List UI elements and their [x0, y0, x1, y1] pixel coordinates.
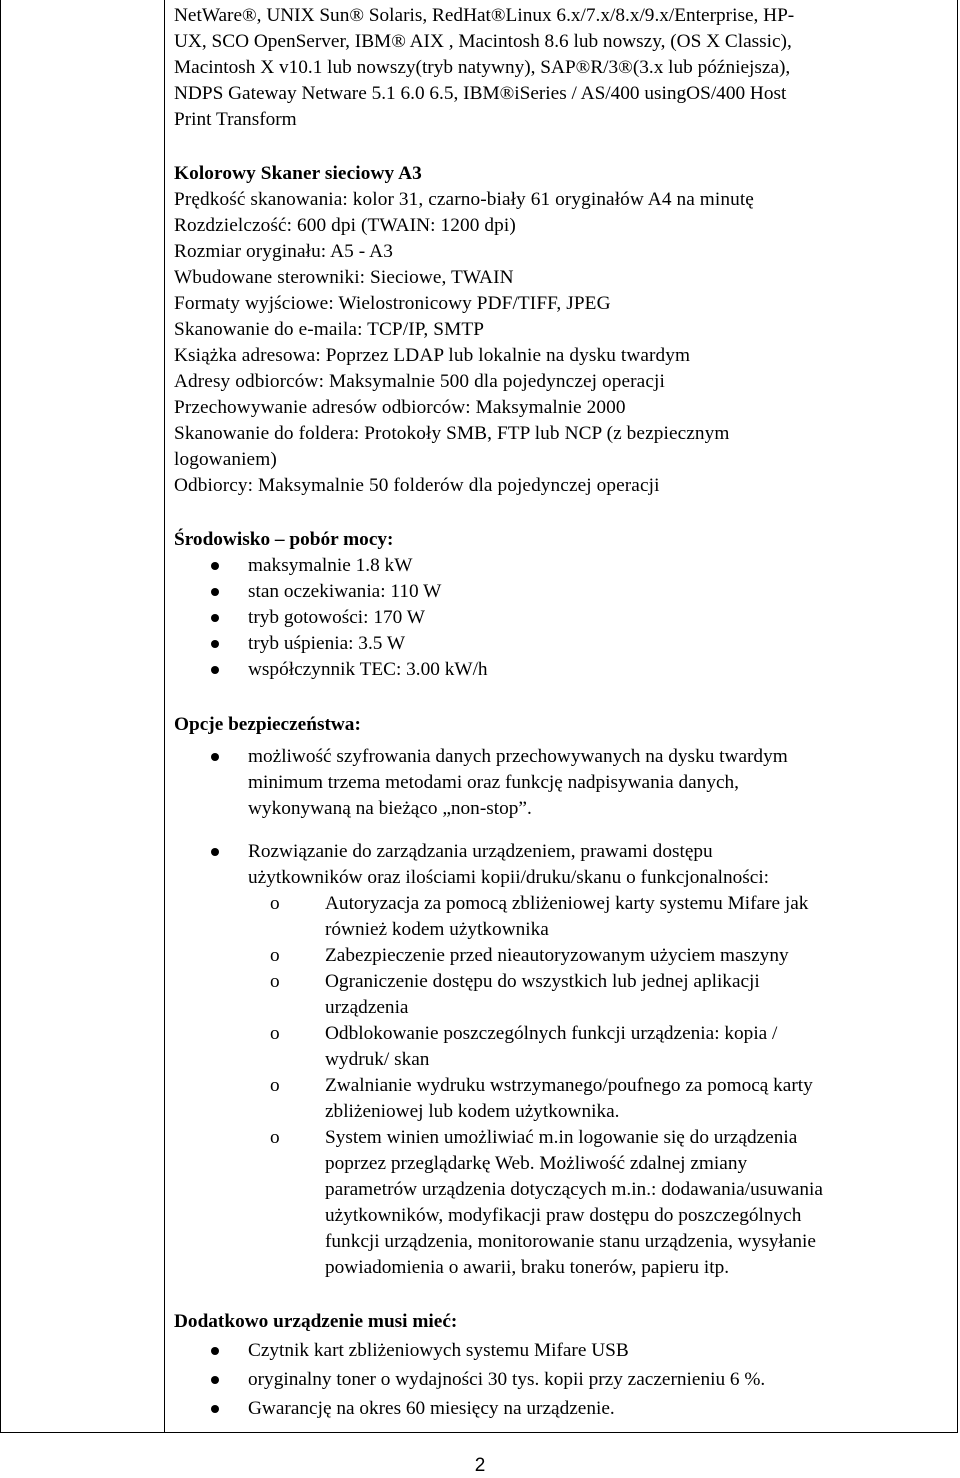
sub-list-item: o Odblokowanie poszczególnych funkcji urządzenia: kopia / wydruk/ skan: [270, 1023, 778, 1070]
os-line: NDPS Gateway Netware 5.1 6.0 6.5, IBM®iSeries / AS/400 usingOS/400 Host: [174, 83, 787, 104]
sub-bullet-icon: o: [270, 945, 280, 966]
scanner-heading: Kolorowy Skaner sieciowy A3: [174, 163, 422, 184]
table-border-right: [957, 0, 958, 1433]
sub-list-item: o Autoryzacja za pomocą zbliżeniowej karty systemu Mifare jak również kodem użytkownika: [270, 893, 809, 940]
bullet-icon: [211, 1405, 219, 1413]
additional-heading: Dodatkowo urządzenie musi mieć:: [174, 1311, 458, 1332]
os-line: NetWare®, UNIX Sun® Solaris, RedHat®Linux 6.x/7.x/8.x/9.x/Enterprise, HP-: [174, 5, 795, 26]
bullet-icon: [211, 614, 219, 622]
scanner-line: logowaniem): [174, 449, 277, 470]
scanner-line: Skanowanie do foldera: Protokoły SMB, FTP lub NCP (z bezpiecznym: [174, 423, 730, 444]
sub-bullet-icon: o: [270, 893, 280, 914]
list-item: stan oczekiwania: 110 W: [174, 579, 934, 605]
sub-bullet-icon: o: [270, 1075, 280, 1096]
bullet-icon: [211, 753, 219, 761]
scanner-line: Formaty wyjściowe: Wielostronicowy PDF/TIFF, JPEG: [174, 293, 611, 314]
sub-bullet-icon: o: [270, 1023, 280, 1044]
bullet-icon: [211, 1376, 219, 1384]
security-section: [174, 712, 934, 1281]
list-item: Rozwiązanie do zarządzania urządzeniem, prawami dostępu użytkowników oraz ilościami kopii/druku/skanu o funkcjonalności: o Autoryzacja za pomocą zbliżeniowej karty systemu Mifare jak również kodem użytkownika o Zabezpieczenie przed nieautoryzowanym użyciem maszyny o Ograniczenie dostępu do wszystkich lub jednej aplikacji urządzenia o Odblokowanie poszczególnych funkcji urządzenia: kopia / wydruk/ skan o Zwalnianie wydruku wstrzymanego/poufnego za pomocą karty zbliżeniowej lub kodem użytkownika. o System winien umożliwiać m.in logowanie się do urządzenia poprzez przeglądarkę Web. Możliwość zdalnej zmiany parametrów urządzenia dotyczących m.in.: dodawania/usuwania użytkowników, modyfikacji praw dostępu do poszczególnych funkcji urządzenia, monitorowanie stanu urządzenia, wysyłanie powiadomienia o awarii, braku tonerów, papieru itp.: [174, 839, 934, 1281]
list-item: oryginalny toner o wydajności 30 tys. kopii przy zaczernieniu 6 %.: [174, 1367, 934, 1393]
os-line: UX, SCO OpenServer, IBM® AIX , Macintosh 8.6 lub nowszy, (OS X Classic),: [174, 31, 792, 52]
list-item: Gwarancję na okres 60 miesięcy na urządzenie.: [174, 1396, 934, 1422]
bullet-icon: [211, 588, 219, 596]
security-sublist: [174, 891, 934, 1281]
power-list: [174, 553, 934, 683]
list-item: tryb uśpienia: 3.5 W: [174, 631, 934, 657]
scanner-line: Odbiorcy: Maksymalnie 50 folderów dla pojedynczej operacji: [174, 475, 660, 496]
page-number: 2: [474, 1455, 486, 1476]
sub-bullet-icon: o: [270, 1127, 280, 1148]
security-list: [174, 744, 934, 1281]
security-heading: Opcje bezpieczeństwa:: [174, 714, 361, 735]
table-left-cell: [3, 0, 164, 1433]
list-item: maksymalnie 1.8 kW: [174, 553, 934, 579]
list-item: możliwość szyfrowania danych przechowywanych na dysku twardym minimum trzema metodami oraz funkcję nadpisywania danych, wykonywaną na bieżąco „non-stop”.: [174, 744, 934, 822]
scanner-line: Książka adresowa: Poprzez LDAP lub lokalnie na dysku twardym: [174, 345, 691, 366]
scanner-line: Rozmiar oryginału: A5 - A3: [174, 241, 393, 262]
sub-bullet-icon: o: [270, 971, 280, 992]
sub-list-item: o System winien umożliwiać m.in logowanie się do urządzenia poprzez przeglądarkę Web. Możliwość zdalnej zmiany parametrów urządzenia dotyczących m.in.: dodawania/usuwania użytkowników, modyfikacji praw dostępu do poszczególnych funkcji urządzenia, monitorowanie stanu urządzenia, wysyłanie powiadomienia o awarii, braku tonerów, papieru itp.: [270, 1127, 823, 1278]
scanner-line: Rozdzielczość: 600 dpi (TWAIN: 1200 dpi): [174, 215, 516, 236]
table-border-left: [0, 0, 1, 1433]
scanner-line: Przechowywanie adresów odbiorców: Maksymalnie 2000: [174, 397, 626, 418]
scanner-section: [174, 161, 934, 499]
list-item: tryb gotowości: 170 W: [174, 605, 934, 631]
sub-list-item: o Zabezpieczenie przed nieautoryzowanym użyciem maszyny: [174, 943, 934, 969]
scanner-line: Wbudowane sterowniki: Sieciowe, TWAIN: [174, 267, 514, 288]
scanner-line: Skanowanie do e-maila: TCP/IP, SMTP: [174, 319, 485, 340]
os-line: Macintosh X v10.1 lub nowszy(tryb natywny), SAP®R/3®(3.x lub późniejsza),: [174, 57, 791, 78]
bullet-icon: [211, 848, 219, 856]
scanner-line: Prędkość skanowania: kolor 31, czarno-biały 61 oryginałów A4 na minutę: [174, 189, 754, 210]
table-column-divider: [164, 0, 165, 1433]
additional-section: [174, 1309, 934, 1422]
os-line: Print Transform: [174, 109, 297, 130]
additional-list: [174, 1338, 934, 1422]
sub-list-item: o Ograniczenie dostępu do wszystkich lub jednej aplikacji urządzenia: [270, 971, 760, 1018]
spec-content: [174, 0, 934, 1422]
bullet-icon: [211, 1347, 219, 1355]
list-item: współczynnik TEC: 3.00 kW/h: [174, 657, 934, 683]
sub-list-item: o Zwalnianie wydruku wstrzymanego/poufnego za pomocą karty zbliżeniowej lub kodem użytkownika.: [270, 1075, 813, 1122]
power-heading: Środowisko – pobór mocy:: [174, 529, 394, 550]
bullet-icon: [211, 640, 219, 648]
os-compatibility-block: [174, 0, 934, 133]
bullet-icon: [211, 562, 219, 570]
scanner-line: Adresy odbiorców: Maksymalnie 500 dla pojedynczej operacji: [174, 371, 665, 392]
power-section: [174, 527, 934, 683]
list-item: Czytnik kart zbliżeniowych systemu Mifare USB: [174, 1338, 934, 1364]
bullet-icon: [211, 666, 219, 674]
